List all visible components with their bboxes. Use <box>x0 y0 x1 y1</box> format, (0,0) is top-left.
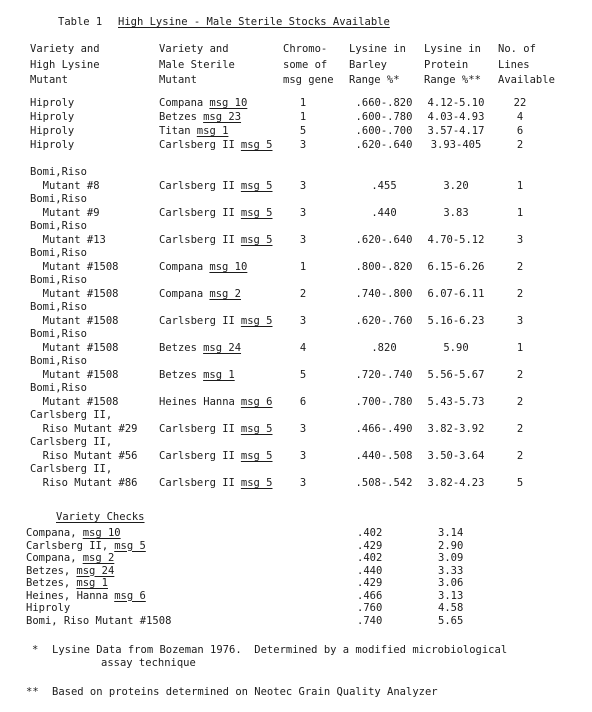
row-12-ms-variety: Betzes <box>159 369 197 381</box>
column-header-5-line-3: Range %** <box>424 74 481 86</box>
row-3-variety: Hiproly <box>30 125 75 137</box>
column-header-1-line-2: High Lysine <box>30 59 100 71</box>
row-16-lines-available: 5 <box>516 477 524 489</box>
row-2-msg-gene: msg 23 <box>203 111 242 123</box>
row-4-lysine-barley: .620-.640 <box>355 139 413 151</box>
row-16-chromosome: 3 <box>299 477 307 489</box>
row-12-lysine-barley: .720-.740 <box>355 369 413 381</box>
row-11-lysine-protein: 5.90 <box>443 342 469 354</box>
row-10-lysine-barley: .620-.760 <box>355 315 413 327</box>
check-8-lysine-barley: .740 <box>357 614 383 627</box>
row-3-lysine-barley: .600-.700 <box>355 125 413 137</box>
row-12-msg-gene: msg 1 <box>203 369 235 381</box>
row-7-variety-line-2: Mutant #13 <box>30 234 106 246</box>
check-4-lysine-protein: 3.33 <box>438 564 464 577</box>
footnote-2-line-1: Based on proteins determined on Neotec Grain Quality Analyzer <box>52 686 438 698</box>
row-11-ms-variety: Betzes <box>159 342 197 354</box>
row-13-chromosome: 6 <box>299 396 307 408</box>
table-number: Table 1 <box>58 16 103 28</box>
row-9-lines-available: 2 <box>516 288 524 300</box>
row-2-ms-variety: Betzes <box>159 111 197 123</box>
row-12-lysine-protein: 5.56-5.67 <box>427 369 485 381</box>
row-9-chromosome: 2 <box>299 288 307 300</box>
check-6-gene: msg 6 <box>114 589 146 602</box>
row-6-variety-line-1: Bomi,Riso <box>30 193 87 205</box>
check-5-gene: msg 1 <box>76 577 108 589</box>
row-11-lysine-barley: .820 <box>371 342 397 354</box>
row-13-lysine-barley: .700-.780 <box>355 396 413 408</box>
row-4-chromosome: 3 <box>299 139 307 151</box>
row-15-lysine-barley: .440-.508 <box>355 450 413 462</box>
row-1-lysine-barley: .660-.820 <box>355 97 413 109</box>
row-8-ms-variety: Compana <box>159 261 204 273</box>
row-13-msg-gene: msg 6 <box>240 396 273 408</box>
footnote-1-line-2: assay technique <box>101 657 196 669</box>
check-4-lysine-barley: .440 <box>357 564 383 577</box>
row-2-chromosome: 1 <box>299 111 307 123</box>
row-10-ms-variety: Carlsberg II <box>159 315 235 327</box>
check-5-lysine-protein: 3.06 <box>438 577 464 589</box>
column-header-3-line-2: some of <box>283 59 328 71</box>
check-4-name: Betzes, <box>26 564 71 577</box>
row-16-msg-gene: msg 5 <box>240 477 273 489</box>
row-11-chromosome: 4 <box>299 342 307 354</box>
footnote-2-mark: ** <box>26 686 39 698</box>
column-header-3-line-3: msg gene <box>283 74 334 86</box>
row-1-chromosome: 1 <box>299 97 307 109</box>
column-header-3-line-1: Chromo- <box>283 43 328 55</box>
row-4-lines-available: 2 <box>516 139 524 151</box>
row-13-lysine-protein: 5.43-5.73 <box>427 396 485 408</box>
row-11-variety-line-2: Mutant #1508 <box>30 342 119 354</box>
row-14-chromosome: 3 <box>299 423 307 435</box>
row-16-ms-variety: Carlsberg II <box>159 477 235 489</box>
row-5-msg-gene: msg 5 <box>240 180 273 192</box>
row-13-variety-line-2: Mutant #1508 <box>30 396 119 408</box>
row-5-lysine-barley: .455 <box>371 180 397 192</box>
check-7-name: Hiproly <box>26 602 71 614</box>
row-14-msg-gene: msg 5 <box>240 423 273 435</box>
row-10-lines-available: 3 <box>516 315 524 327</box>
row-1-ms-variety: Compana <box>159 97 204 109</box>
check-2-lysine-protein: 2.90 <box>438 539 464 552</box>
row-5-lines-available: 1 <box>516 180 524 192</box>
row-7-lysine-barley: .620-.640 <box>355 234 413 246</box>
column-header-6-line-1: No. of <box>498 43 536 55</box>
check-1-lysine-barley: .402 <box>357 527 383 539</box>
row-6-variety-line-2: Mutant #9 <box>30 207 100 219</box>
row-6-chromosome: 3 <box>299 207 307 219</box>
row-9-variety-line-2: Mutant #1508 <box>30 288 119 300</box>
row-12-lines-available: 2 <box>516 369 524 381</box>
row-1-msg-gene: msg 10 <box>209 97 248 109</box>
column-header-1-line-1: Variety and <box>30 43 100 55</box>
column-header-1-line-3: Mutant <box>30 74 68 86</box>
check-3-lysine-protein: 3.09 <box>438 552 464 564</box>
row-10-lysine-protein: 5.16-6.23 <box>427 315 485 327</box>
row-16-variety-line-2: Riso Mutant #86 <box>30 477 138 489</box>
row-14-variety-line-2: Riso Mutant #29 <box>30 423 138 435</box>
row-7-lines-available: 3 <box>516 234 524 246</box>
row-4-msg-gene: msg 5 <box>240 139 273 151</box>
row-15-lines-available: 2 <box>516 450 524 462</box>
row-5-lysine-protein: 3.20 <box>443 180 469 192</box>
row-6-ms-variety: Carlsberg II <box>159 207 235 219</box>
column-header-5-line-2: Protein <box>424 59 469 71</box>
row-15-ms-variety: Carlsberg II <box>159 450 235 462</box>
column-header-4-line-2: Barley <box>349 59 387 71</box>
column-header-5-line-1: Lysine in <box>424 43 481 55</box>
row-12-variety-line-1: Bomi,Riso <box>30 355 87 367</box>
row-6-lysine-barley: .440 <box>371 207 397 219</box>
row-13-ms-variety: Heines Hanna <box>159 396 235 408</box>
column-header-2-line-1: Variety and <box>159 43 229 55</box>
row-8-lines-available: 2 <box>516 261 524 273</box>
check-8-lysine-protein: 5.65 <box>438 614 464 627</box>
footnote-1-line-1: Lysine Data from Bozeman 1976. Determined by a modified microbiological <box>52 644 508 656</box>
row-9-msg-gene: msg 2 <box>209 288 241 300</box>
row-9-lysine-barley: .740-.800 <box>355 288 413 300</box>
row-6-lines-available: 1 <box>516 207 524 219</box>
row-10-variety-line-2: Mutant #1508 <box>30 315 119 327</box>
check-4-gene: msg 24 <box>76 564 115 577</box>
row-7-chromosome: 3 <box>299 234 307 246</box>
row-9-variety-line-1: Bomi,Riso <box>30 274 87 286</box>
row-3-ms-variety: Titan <box>159 125 191 137</box>
row-10-msg-gene: msg 5 <box>240 315 273 327</box>
row-15-lysine-protein: 3.50-3.64 <box>427 450 485 462</box>
row-11-variety-line-1: Bomi,Riso <box>30 328 87 340</box>
row-2-lines-available: 4 <box>516 111 524 123</box>
row-8-lysine-barley: .800-.820 <box>355 261 413 273</box>
row-12-variety-line-2: Mutant #1508 <box>30 369 119 381</box>
check-6-lysine-barley: .466 <box>357 589 383 602</box>
check-3-gene: msg 2 <box>82 552 115 564</box>
row-7-variety-line-1: Bomi,Riso <box>30 220 87 232</box>
table-title: High Lysine - Male Sterile Stocks Available <box>118 16 390 28</box>
row-2-lysine-barley: .600-.780 <box>355 111 413 123</box>
column-header-2-line-3: Mutant <box>159 74 197 86</box>
row-13-lines-available: 2 <box>516 396 524 408</box>
row-8-chromosome: 1 <box>299 261 307 273</box>
check-7-lysine-barley: .760 <box>357 602 383 614</box>
row-12-chromosome: 5 <box>299 369 307 381</box>
row-15-msg-gene: msg 5 <box>240 450 273 462</box>
check-3-lysine-barley: .402 <box>357 552 383 564</box>
column-header-2-line-2: Male Sterile <box>159 59 235 71</box>
check-1-gene: msg 10 <box>82 527 121 539</box>
check-5-lysine-barley: .429 <box>357 577 383 589</box>
row-9-ms-variety: Compana <box>159 288 204 300</box>
column-header-4-line-3: Range %* <box>349 74 400 86</box>
row-14-variety-line-1: Carlsberg II, <box>30 409 113 421</box>
row-4-lysine-protein: 3.93-405 <box>430 139 482 151</box>
check-2-name: Carlsberg II, <box>26 539 109 552</box>
row-6-lysine-protein: 3.83 <box>443 207 469 219</box>
row-14-lines-available: 2 <box>516 423 524 435</box>
row-10-variety-line-1: Bomi,Riso <box>30 301 87 313</box>
row-10-chromosome: 3 <box>299 315 307 327</box>
column-header-6-line-2: Lines <box>498 59 530 71</box>
row-3-chromosome: 5 <box>299 125 307 137</box>
row-5-chromosome: 3 <box>299 180 307 192</box>
row-15-variety-line-1: Carlsberg II, <box>30 436 113 448</box>
row-14-lysine-barley: .466-.490 <box>355 423 413 435</box>
row-6-msg-gene: msg 5 <box>240 207 273 219</box>
row-3-lysine-protein: 3.57-4.17 <box>427 125 485 137</box>
row-4-variety: Hiproly <box>30 139 75 151</box>
row-8-variety-line-1: Bomi,Riso <box>30 247 87 259</box>
row-16-lysine-protein: 3.82-4.23 <box>427 477 485 489</box>
variety-checks-heading: Variety Checks <box>56 511 145 523</box>
check-2-gene: msg 5 <box>114 539 146 552</box>
row-15-chromosome: 3 <box>299 450 307 462</box>
row-4-ms-variety: Carlsberg II <box>159 139 235 151</box>
row-1-lines-available: 22 <box>513 97 527 109</box>
row-9-lysine-protein: 6.07-6.11 <box>427 288 485 300</box>
row-8-msg-gene: msg 10 <box>209 261 248 273</box>
row-11-lines-available: 1 <box>516 342 524 354</box>
check-1-lysine-protein: 3.14 <box>438 527 464 539</box>
row-15-variety-line-2: Riso Mutant #56 <box>30 450 138 462</box>
row-3-lines-available: 6 <box>516 125 524 137</box>
row-16-variety-line-1: Carlsberg II, <box>30 463 113 475</box>
row-2-variety: Hiproly <box>30 111 75 123</box>
row-3-msg-gene: msg 1 <box>196 125 229 137</box>
check-3-name: Compana, <box>26 552 77 564</box>
check-2-lysine-barley: .429 <box>357 539 383 552</box>
footnote-1-mark: * <box>32 644 39 656</box>
check-8-name: Bomi, Riso Mutant #1508 <box>26 614 172 627</box>
row-1-lysine-protein: 4.12-5.10 <box>427 97 485 109</box>
check-1-name: Compana, <box>26 527 77 539</box>
row-8-lysine-protein: 6.15-6.26 <box>427 261 485 273</box>
check-6-lysine-protein: 3.13 <box>438 589 464 602</box>
row-8-variety-line-2: Mutant #1508 <box>30 261 119 273</box>
row-7-msg-gene: msg 5 <box>240 234 273 246</box>
row-2-lysine-protein: 4.03-4.93 <box>427 111 485 123</box>
row-7-lysine-protein: 4.70-5.12 <box>427 234 485 246</box>
row-13-variety-line-1: Bomi,Riso <box>30 382 87 394</box>
row-1-variety: Hiproly <box>30 97 75 109</box>
row-7-ms-variety: Carlsberg II <box>159 234 235 246</box>
check-6-name: Heines, Hanna <box>26 589 109 602</box>
check-7-lysine-protein: 4.58 <box>438 602 464 614</box>
row-5-ms-variety: Carlsberg II <box>159 180 235 192</box>
row-5-variety-line-1: Bomi,Riso <box>30 166 87 178</box>
row-14-ms-variety: Carlsberg II <box>159 423 235 435</box>
row-11-msg-gene: msg 24 <box>203 342 242 354</box>
check-5-name: Betzes, <box>26 577 71 589</box>
row-14-lysine-protein: 3.82-3.92 <box>427 423 485 435</box>
column-header-4-line-1: Lysine in <box>349 43 406 55</box>
column-header-6-line-3: Available <box>498 74 555 86</box>
row-16-lysine-barley: .508-.542 <box>355 477 413 489</box>
row-5-variety-line-2: Mutant #8 <box>30 180 100 192</box>
